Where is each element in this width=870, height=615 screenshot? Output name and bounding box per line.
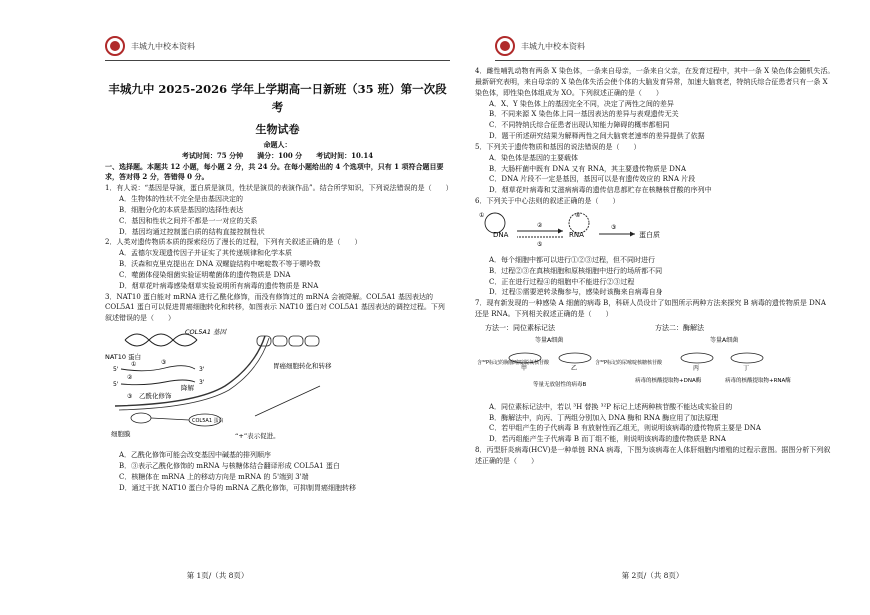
- page-1-footer: 第 1页/（共 8页）: [186, 571, 249, 580]
- school-seal-icon: [495, 36, 515, 56]
- q7-option-a: A．同位素标记法中，若以 ³H 替换 ³²P 标记上述两种核苷酸不能达成实验目的: [489, 402, 733, 411]
- q3-step3-top: ③: [161, 359, 167, 367]
- q3-acetyl-label: 乙酰化修饰: [139, 392, 172, 401]
- q7-ding-label: 丁: [743, 364, 750, 372]
- q3-option-c: C．核糖体在 mRNA 上的移动方向是 mRNA 的 5'端到 3'端: [119, 472, 309, 481]
- q2-option-c: C．噬菌体侵染细菌实验证明噬菌体的遗传物质是 DNA: [119, 270, 291, 279]
- header-divider: [105, 60, 450, 61]
- page-2-footer: 第 2页/（共 8页）: [621, 571, 684, 580]
- q3-step3: ③: [127, 393, 133, 401]
- q4-option-b: B．不同来源 X 染色体上同一基因表达的差异与表观遗传无关: [489, 110, 679, 119]
- question-1-stem: 1．有人说：“基因是导演，蛋白质是演员，性状是演员的表演作品”。结合所学知识，下列说法错误的是（ ）: [105, 184, 453, 193]
- q6-option-a: A．每个细胞中都可以进行①②③过程，但不同时进行: [489, 255, 656, 264]
- header-divider: [495, 60, 810, 61]
- q3-option-a: A．乙酰化修饰可能会改变基因中碱基的排列顺序: [119, 451, 272, 460]
- q3-figure: [105, 326, 345, 444]
- q5-option-b: B．大肠杆菌中既有 DNA 又有 RNA，其主要遗传物质是 DNA: [489, 164, 687, 173]
- q5-option-c: C．DNA 片段不一定是基因，基因可以是有遗传效应的 RNA 片段: [489, 175, 696, 184]
- exam-subtitle: 生物试卷: [255, 122, 300, 136]
- page-1-body: [105, 80, 453, 493]
- q1-option-d: D．基因均通过控制蛋白质的结构直接控制性状: [119, 227, 265, 236]
- q1-option-b: B．细胞分化的本质是基因的选择性表达: [119, 205, 244, 214]
- q3-membrane-label: 细胞膜: [111, 430, 131, 439]
- q3-3prime-b: 3': [199, 379, 205, 387]
- q3-protein-label: COL5A1 蛋白: [192, 418, 224, 425]
- q7-bing-desc: 病毒的核酸提取物+DNA酶: [635, 377, 702, 384]
- q7-method2-label: 方法二：酶解法: [655, 323, 704, 332]
- q7-option-b: B．酶解法中，向丙、丁两组分别加入 DNA 酶和 RNA 酶应用了加法原理: [489, 413, 719, 422]
- header-text: 丰城九中校本资料: [131, 41, 195, 51]
- q1-option-c: C．基因和性状之间并不都是一一对应的关系: [119, 216, 258, 225]
- header-text: 丰城九中校本资料: [521, 41, 585, 51]
- question-2-stem: 2．人类对遗传物质本质的探索经历了漫长的过程，下列有关叙述正确的是（ ）: [105, 238, 362, 247]
- page-2: [435, 0, 870, 615]
- q6-dna: DNA: [493, 230, 509, 239]
- page-header: [105, 36, 195, 56]
- q3-3prime-a: 3': [199, 366, 205, 374]
- q6-option-c: C．正在进行过程④的细胞中不能进行②③过程: [489, 277, 635, 286]
- q6-n1: ①: [479, 211, 485, 219]
- q3-legend: “+”表示促进。: [235, 432, 280, 441]
- q2-option-b: B．沃森和克里克提出在 DNA 双螺旋结构中嘧啶数不等于嘌呤数: [119, 260, 321, 269]
- q7-bacteria-label-2: 等量A细菌: [710, 336, 739, 344]
- q6-option-d: D．过程⑤需要逆转录酶参与，感染时该酶来自病毒自身: [489, 288, 663, 297]
- q7-virus-label: 等量无放射性的病毒B: [533, 381, 587, 388]
- question-3-stem: 3．NAT10 蛋白能对 mRNA 进行乙酰化修饰，而没有修饰过的 mRNA 会被降解。COL5A1 基因表达的 COL5A1 蛋白可以促进胃癌细胞转化和转移，如图表示 NAT10 蛋白对 COL5A1 基因表达的调控过程。下列叙述错误的是（ ）: [105, 292, 445, 323]
- page-header: [495, 36, 585, 56]
- q5-option-a: A．染色体是基因的主要载体: [489, 153, 579, 162]
- q7-option-c: C．若甲组产生的子代病毒 B 有放射性而乙组无，则说明该病毒的遗传物质主要是 DNA: [489, 424, 761, 433]
- q7-yi-label: 乙: [571, 364, 578, 372]
- exam-meta: 考试时间：75 分钟 满分：100 分 考试时间：10.14: [181, 150, 374, 160]
- q7-methods-figure: [475, 322, 805, 396]
- q2-option-a: A．孟德尔发现遗传因子并证实了其传递规律和化学本质: [119, 249, 293, 258]
- q4-option-c: C．不同特纳氏综合征患者出现认知能力障碍的概率都相同: [489, 121, 670, 130]
- q3-step1: ①: [131, 361, 137, 369]
- q7-bacteria-label-1: 等量A细菌: [535, 336, 564, 344]
- page-2-body: [475, 66, 835, 467]
- exam-author: 命题人：: [263, 139, 292, 149]
- q4-option-a: A．X、Y 染色体上的基因完全不同，决定了两性之间的差异: [489, 99, 674, 108]
- q1-option-a: A．生物体的性状不完全是由基因决定的: [119, 195, 244, 204]
- q7-jia-desc: 含³²P标记的胸腺嘧啶脱氧核苷酸: [477, 359, 550, 366]
- q3-nat10-label: NAT10 蛋白: [105, 353, 142, 362]
- q7-option-d: D．若丙组能产生子代病毒 B 而丁组不能，则说明该病毒的遗传物质是 RNA: [489, 435, 726, 444]
- q7-jia-label: 甲: [521, 364, 528, 372]
- question-4-stem: 4．雌性哺乳动物有两条 X 染色体，一条来自母亲，一条来自父亲，在发育过程中，其中一条 X 染色体会随机失活。最新研究表明，来自母亲的 X 染色体失活会使个体的大脑发育异常，加速大脑衰老，特纳氏综合征患者只有一条 X 染色体，即性染色体组成为 XO。下列叙述正确的是（ ）: [475, 67, 835, 97]
- q6-n5: ⑤: [537, 240, 543, 248]
- q3-option-d: D．通过干扰 NAT10 蛋白介导的 mRNA 乙酰化修饰，可抑制胃癌细胞转移: [119, 483, 356, 492]
- q3-transfer-label: 胃癌细胞转化和转移: [273, 362, 332, 371]
- q6-option-b: B．过程②③在真核细胞和原核细胞中进行的场所都不同: [489, 266, 663, 275]
- q3-gene-label: COL5A1 基因: [185, 328, 227, 337]
- question-8-stem: 8．丙型肝炎病毒(HCV)是一种单链 RNA 病毒，下图为该病毒在人体肝细胞内增殖的过程示意图。据图分析下列叙述正确的是（ ）: [475, 446, 831, 465]
- q6-protein: 蛋白质: [639, 230, 660, 239]
- q3-step2: ②: [127, 374, 133, 382]
- q3-option-b: B．③表示乙酰化修饰的 mRNA 与核糖体结合翻译形成 COL5A1 蛋白: [119, 461, 340, 470]
- q6-n4: ④: [575, 211, 581, 219]
- q2-option-d: D．烟草花叶病毒感染烟草实验说明所有病毒的遗传物质是 RNA: [119, 281, 319, 290]
- school-seal-icon: [105, 36, 125, 56]
- q6-rna: RNA: [569, 230, 584, 239]
- question-5-stem: 5．下列关于遗传物质和基因的说法错误的是（ ）: [475, 142, 641, 151]
- section-1-heading: 一、选择题。本题共 12 小题，每小题 2 分，共 24 分。在每小题给出的 4 个选项中，只有 1 项符合题目要求，答对得 2 分，答错得 0 分。: [105, 161, 444, 182]
- q6-n3: ③: [611, 223, 617, 231]
- question-7-stem: 7．现有新发现的一种感染 A 细菌的病毒 B，科研人员设计了如图所示两种方法来探究 B 病毒的遗传物质是 DNA 还是 RNA。下列相关叙述正确的是（ ）: [475, 299, 826, 319]
- q7-method1-label: 方法一：同位素标记法: [485, 323, 555, 332]
- q6-central-dogma-figure: [475, 209, 715, 249]
- q7-yi-desc: 含³²P标记的尿嘧啶核糖核苷酸: [595, 359, 663, 366]
- q3-5prime-a: 5': [113, 366, 119, 374]
- q3-degrade-label: 降解: [181, 384, 194, 393]
- q6-n2: ②: [537, 221, 543, 229]
- q3-5prime-b: 5': [113, 381, 119, 389]
- q7-bing-label: 丙: [693, 364, 700, 372]
- q5-option-d: D．烟草花叶病毒和艾滋病病毒的遗传信息都贮存在核糖核苷酸的序列中: [489, 186, 712, 195]
- q4-option-d: D．题干所述研究结果为解释两性之间大脑衰老速率的差异提供了依据: [489, 132, 705, 141]
- q7-ding-desc: 病毒的核酸提取物+RNA酶: [725, 377, 791, 384]
- question-6-stem: 6．下列关于中心法则的叙述正确的是（ ）: [475, 197, 620, 206]
- exam-title: 丰城九中 2025-2026 学年上学期高一日新班（35 班）第一次段考: [108, 82, 447, 115]
